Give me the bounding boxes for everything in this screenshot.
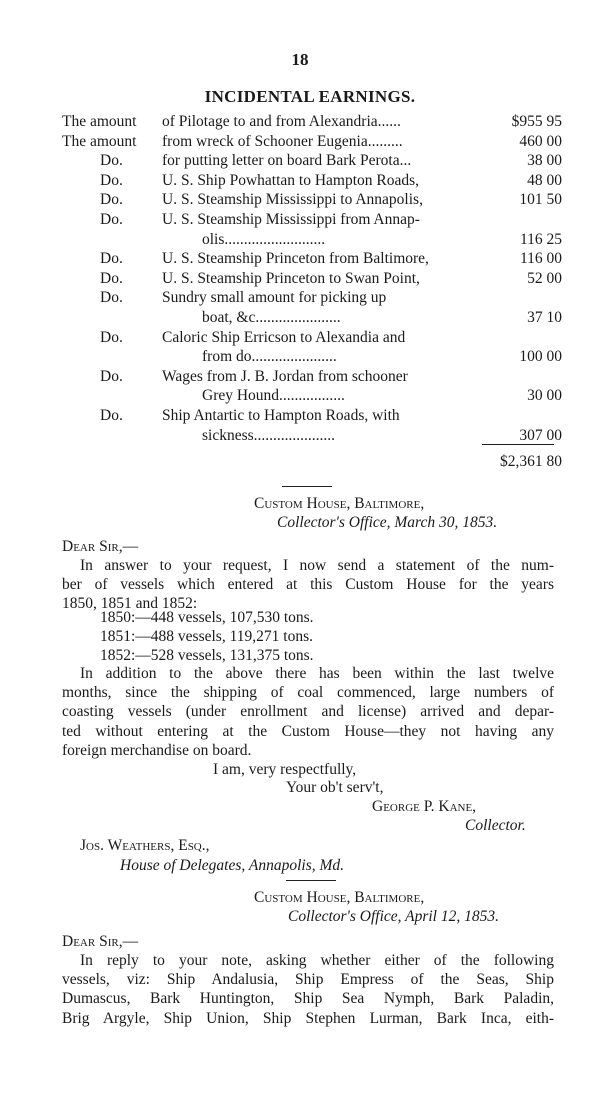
ledger-row [62,386,562,406]
ledger-row [62,151,562,171]
ledger-row [62,308,562,328]
addressee-name: Jos. Weathers, Esq., [80,837,210,854]
page-number: 18 [291,50,309,69]
ledger-description: U. S. Ship Powhattan to Hampton Roads, [162,171,420,189]
ledger-row [62,288,562,308]
letter1-office: Collector's Office, March 30, 1853. [277,514,498,531]
ledger-label: Do. [100,191,123,209]
ledger-label [62,230,162,250]
divider-1 [282,486,332,487]
ledger-row [62,347,562,367]
ledger-amount: 307 00 [519,426,562,444]
addressee-place: House of Delegates, Annapolis, Md. [120,857,345,874]
ledger-row [62,406,562,426]
letter1-salutation: Dear Sir,— [62,538,139,555]
ledger-label: Do. [100,328,123,346]
ledger-amount: 101 50 [519,191,562,209]
total-spacer [62,452,162,472]
letter1-line: foreign merchandise on board. [62,741,252,759]
ledger-row [62,210,562,230]
stat-1850: 1850:—448 vessels, 107,530 tons. [100,609,314,626]
ledger-amount [484,406,562,426]
ledger-label: The amount [62,113,137,130]
signature-kane: George P. Kane, [372,798,477,815]
ledger-amount [484,328,562,348]
ledger-description: U. S. Steamship Princeton from Baltimore, [162,250,429,268]
ledger-amount: 116 25 [519,230,562,248]
ledger-total-row [62,452,562,472]
letter2-line: Dumascus, Bark Huntington, Ship Sea Nymph, Bark Paladin, [62,990,554,1008]
letter1-intro [62,556,554,614]
ledger-amount [484,210,562,230]
ledger-label: Do. [100,269,123,287]
total-spacer [162,452,484,472]
stat-1851: 1851:—488 vessels, 119,271 tons. [100,628,313,645]
ledger-description: from do...................... [202,348,337,366]
letter1-place: Custom House, Baltimore, [254,495,425,512]
ledger-row [62,190,562,210]
ledger-amount: 460 00 [519,132,562,150]
ledger-label: Do. [100,152,123,170]
ledger-description: olis.......................... [202,230,326,248]
ledger-label: Do. [100,289,123,307]
ledger-amount: 30 00 [527,387,562,405]
ledger-amount: 38 00 [527,152,562,170]
ledger-amount: 37 10 [527,308,562,326]
stat-1852: 1852:—528 vessels, 131,375 tons. [100,647,314,664]
ledger-label [62,426,162,446]
ledger-description: Grey Hound................. [202,387,345,405]
ledger-row [62,426,562,446]
letter2-office: Collector's Office, April 12, 1853. [288,908,499,925]
ledger-description: Wages from J. B. Jordan from schooner [162,367,408,385]
ledger-label: Do. [100,367,123,385]
ledger-description: from wreck of Schooner Eugenia......... [162,132,403,150]
letter2-line: vessels, viz: Ship Andalusia, Ship Empress of the Seas, Ship [62,971,554,989]
ledger-row [62,328,562,348]
ledger-amount [484,288,562,308]
ledger-amount: 48 00 [527,171,562,189]
letter1-line: months, since the shipping of coal commenced, large numbers of [62,684,554,702]
letter1-line: ber of vessels which entered at this Custom House for the years [62,576,554,594]
letter2-line: Brig Argyle, Ship Union, Ship Stephen Lurman, Bark Inca, eith- [62,1009,554,1027]
ledger-row [62,269,562,289]
divider-2 [286,880,336,881]
ledger-amount [484,367,562,387]
ledger-amount: 100 00 [519,348,562,366]
ledger-label [62,308,162,328]
ledger-description: for putting letter on board Bark Perota... [162,152,412,170]
ledger-amount: 116 00 [519,250,562,268]
ledger-description: U. S. Steamship Mississippi to Annapolis, [162,191,423,209]
ledger-description: boat, &c...................... [202,308,341,326]
sum-rule [482,444,554,445]
ledger-total: $2,361 80 [500,453,562,471]
earnings-ledger [62,112,562,472]
ledger-row [62,367,562,387]
closing-servant: Your ob't serv't, [286,779,384,796]
ledger-description: U. S. Steamship Mississippi from Annap- [162,210,420,228]
ledger-amount: 52 00 [527,269,562,287]
ledger-description: Caloric Ship Erricson to Alexandia and [162,328,406,346]
letter2-body [62,951,554,1028]
ledger-label: Do. [100,406,123,424]
ledger-description: of Pilotage to and from Alexandria...... [162,113,401,130]
ledger-label: The amount [62,132,137,150]
signature-title: Collector. [465,817,526,834]
letter1-line: 1850, 1851 and 1852: [62,595,198,613]
ledger-label [62,386,162,406]
ledger-description: Ship Antartic to Hampton Roads, with [162,406,400,424]
ledger-label: Do. [100,210,123,228]
ledger-description: Sundry small amount for picking up [162,289,387,307]
closing-respectfully: I am, very respectfully, [213,761,357,778]
letter2-place: Custom House, Baltimore, [254,889,425,906]
section-heading: INCIDENTAL EARNINGS. [204,87,416,106]
ledger-row [62,112,562,132]
letter1-line: In addition to the above there has been within the last twelve [80,665,554,682]
letter1-line: ted without entering at the Custom House—they not having any [62,722,554,740]
ledger-label: Do. [100,171,123,189]
ledger-description: sickness..................... [202,426,336,444]
ledger-label: Do. [100,250,123,268]
ledger-description: U. S. Steamship Princeton to Swan Point, [162,269,420,287]
letter2-line: In reply to your note, asking whether either of the following [80,952,554,969]
letter1-line: In answer to your request, I now send a statement of the num- [80,557,554,574]
ledger-row [62,171,562,191]
ledger-row [62,249,562,269]
ledger-amount: $955 95 [511,113,562,130]
letter1-body [62,664,554,760]
ledger-row [62,230,562,250]
ledger-label [62,347,162,367]
letter1-line: coasting vessels (under enrollment and license) arrived and depar- [62,703,554,721]
ledger-row [62,132,562,152]
letter2-salutation: Dear Sir,— [62,933,139,950]
